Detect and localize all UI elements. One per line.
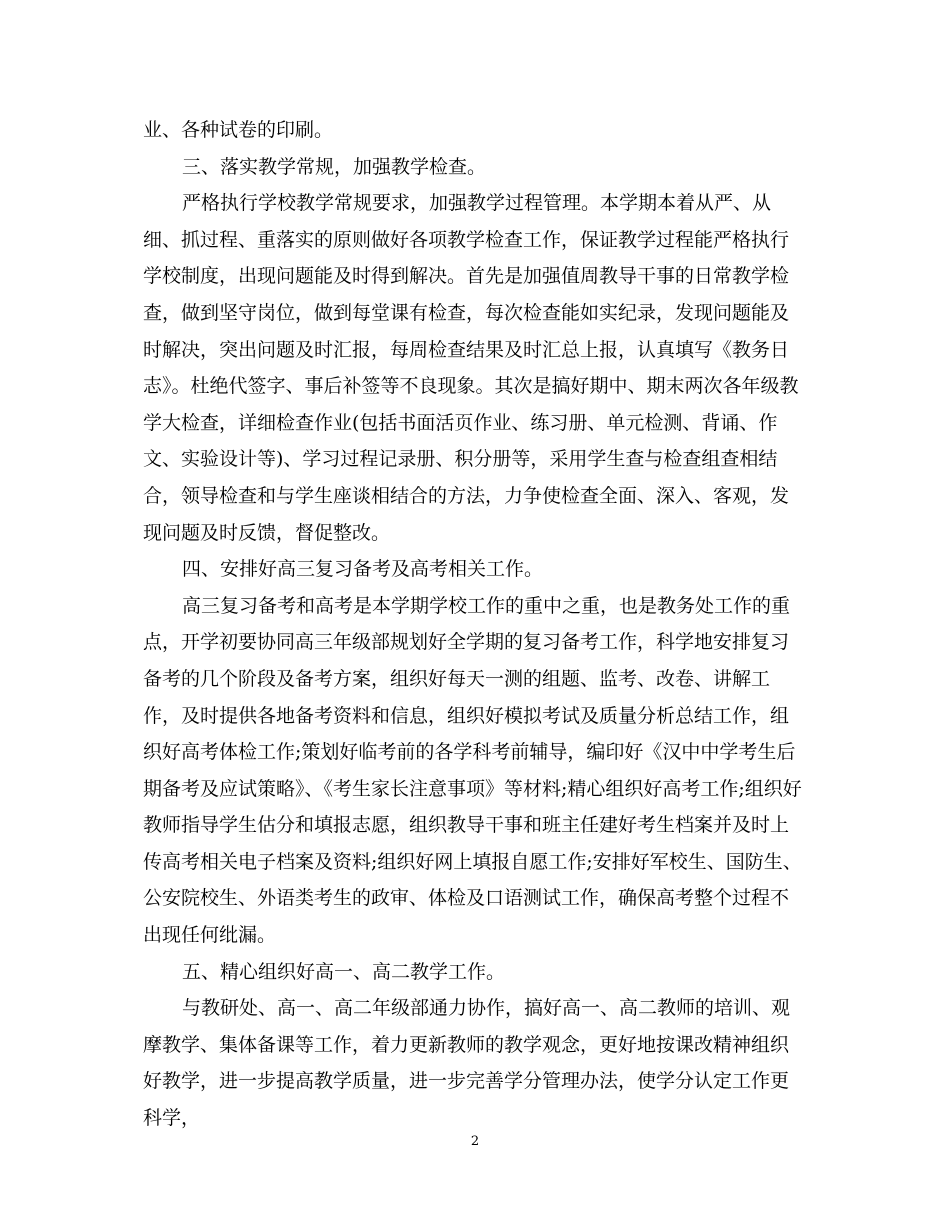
section-heading-4: 四、安排好高三复习备考及高考相关工作。 [182, 558, 544, 581]
paragraph-continuation: 业、各种试卷的印刷。 [143, 119, 334, 141]
paragraph-teaching-inspection: 严格执行学校教学常规要求，加强教学过程管理。本学期本着从严、从细、抓过程、重落实的原则做好各项教学检查工作，保证教学过程能严格执行学校制度，出现问题能及时得到解决。首先是加强值周教导干事的日常教学检查，做到坚守岗位，做到每堂课有检查，每次检查能如实纪录，发现问题能及时解决，突出问题及时汇报，每周检查结果及时汇总上报，认真填写《教务日志》。杜绝代签字、事后补签等不良现象。其次是搞好期中、期末两次各年级教学大检查，详细检查作业(包括书面活页作业、练习册、单元检测、背诵、作文、实验设计等)、学习过程记录册、积分册等，采用学生查与检查组查相结合，领导检查和与学生座谈相结合的方法，力争使检查全面、深入、客观，发现问题及时反馈，督促整改。 [143, 192, 799, 544]
section-heading-5: 五、精心组织好高一、高二教学工作。 [182, 960, 506, 983]
document-body [143, 112, 807, 1137]
paragraph-grade-one-two-teaching: 与教研处、高一、高二年级部通力协作，搞好高一、高二教师的培训、观摩教学、集体备课等工作，着力更新教师的教学观念，更好地按课改精神组织好教学，进一步提高教学质量，进一步完善学分管理办法，使学分认定工作更科学， [143, 997, 791, 1130]
paragraph-gaokao-preparation: 高三复习备考和高考是本学期学校工作的重中之重，也是教务处工作的重点，开学初要协同高三年级部规划好全学期的复习备考工作，科学地安排复习备考的几个阶段及备考方案，组织好每天一测的组题、监考、改卷、讲解工作，及时提供各地备考资料和信息，组织好模拟考试及质量分析总结工作，组织好高考体检工作;策划好临考前的各学科考前辅导，编印好《汉中中学考生后期备考及应试策略》、《考生家长注意事项》等材料;精心组织好高考工作;组织好教师指导学生估分和填报志愿，组织教导干事和班主任建好考生档案并及时上传高考相关电子档案及资料;组织好网上填报自愿工作;安排好军校生、国防生、公安院校生、外语类考生的政审、体检及口语测试工作，确保高考整个过程不出现任何纰漏。 [143, 594, 802, 947]
page-number: 2 [470, 1134, 480, 1149]
section-heading-3: 三、落实教学常规，加强教学检查。 [182, 155, 487, 178]
